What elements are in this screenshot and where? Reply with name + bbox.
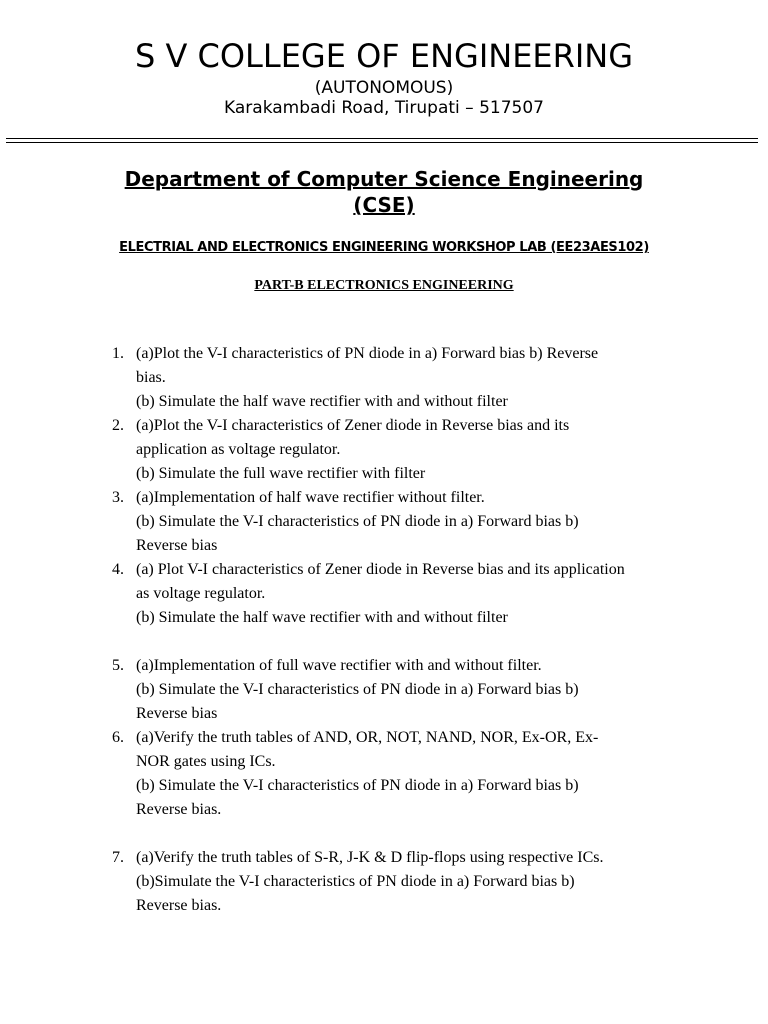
experiment-text-line: as voltage regulator.: [136, 585, 266, 602]
experiment-text-line: (a)Implementation of half wave rectifier without filter.: [136, 489, 485, 506]
experiment-text-line: (a) Plot V-I characteristics of Zener diode in Reverse bias and its application: [136, 561, 625, 578]
experiment-text-line: Reverse bias: [136, 537, 218, 554]
experiment-text-line: (a)Plot the V-I characteristics of Zener diode in Reverse bias and its: [136, 417, 570, 434]
department-abbrev: (CSE): [353, 193, 415, 217]
experiment-text-line: (a)Plot the V-I characteristics of PN diode in a) Forward bias b) Reverse: [136, 345, 599, 362]
experiment-text-line: (a)Verify the truth tables of AND, OR, NOT, NAND, NOR, Ex-OR, Ex-: [136, 729, 599, 746]
experiment-text-line: Reverse bias: [136, 705, 218, 722]
experiment-list: [0, 342, 768, 918]
experiment-text-line: (b) Simulate the full wave rectifier with filter: [136, 465, 426, 482]
experiment-number: 5.: [112, 657, 124, 674]
department-heading: [110, 166, 658, 218]
experiment-item: [0, 846, 680, 918]
department-name: Department of Computer Science Engineering: [124, 167, 644, 191]
experiment-item: [0, 486, 680, 558]
college-name: S V COLLEGE OF ENGINEERING: [134, 37, 634, 75]
experiment-number: 1.: [112, 345, 124, 362]
experiment-item: [0, 654, 680, 726]
part-title: PART-B ELECTRONICS ENGINEERING: [254, 278, 514, 293]
college-address: Karakambadi Road, Tirupati – 517507: [224, 98, 544, 118]
experiment-number: 7.: [112, 849, 124, 866]
experiment-text-line: (a)Implementation of full wave rectifier with and without filter.: [136, 657, 542, 674]
autonomous-label: (AUTONOMOUS): [314, 78, 454, 98]
experiment-text-line: (b) Simulate the V-I characteristics of PN diode in a) Forward bias b): [136, 681, 579, 698]
experiment-item: [0, 342, 680, 414]
experiment-item: [0, 726, 680, 822]
experiment-number: 2.: [112, 417, 124, 434]
header-divider-bottom: [6, 142, 758, 143]
experiment-text-line: (b) Simulate the V-I characteristics of PN diode in a) Forward bias b): [136, 513, 579, 530]
experiment-item: [0, 414, 680, 486]
experiment-text-line: NOR gates using ICs.: [136, 753, 276, 770]
experiment-text-line: Reverse bias.: [136, 801, 222, 818]
experiment-text-line: application as voltage regulator.: [136, 441, 341, 458]
experiment-number: 4.: [112, 561, 124, 578]
experiment-text-line: (b) Simulate the half wave rectifier with and without filter: [136, 393, 508, 410]
experiment-text-line: Reverse bias.: [136, 897, 222, 914]
lab-title: ELECTRIAL AND ELECTRONICS ENGINEERING WORKSHOP LAB (EE23AES102): [119, 240, 649, 255]
experiment-text-line: (a)Verify the truth tables of S-R, J-K & D flip-flops using respective ICs.: [136, 849, 604, 866]
experiment-number: 3.: [112, 489, 124, 506]
experiment-number: 6.: [112, 729, 124, 746]
experiment-text-line: (b) Simulate the V-I characteristics of PN diode in a) Forward bias b): [136, 777, 579, 794]
experiment-text-line: (b) Simulate the half wave rectifier with and without filter: [136, 609, 508, 626]
experiment-text-line: (b)Simulate the V-I characteristics of PN diode in a) Forward bias b): [136, 873, 575, 890]
header-divider-top: [6, 138, 758, 139]
experiment-text-line: bias.: [136, 369, 166, 386]
experiment-item: [0, 558, 680, 630]
